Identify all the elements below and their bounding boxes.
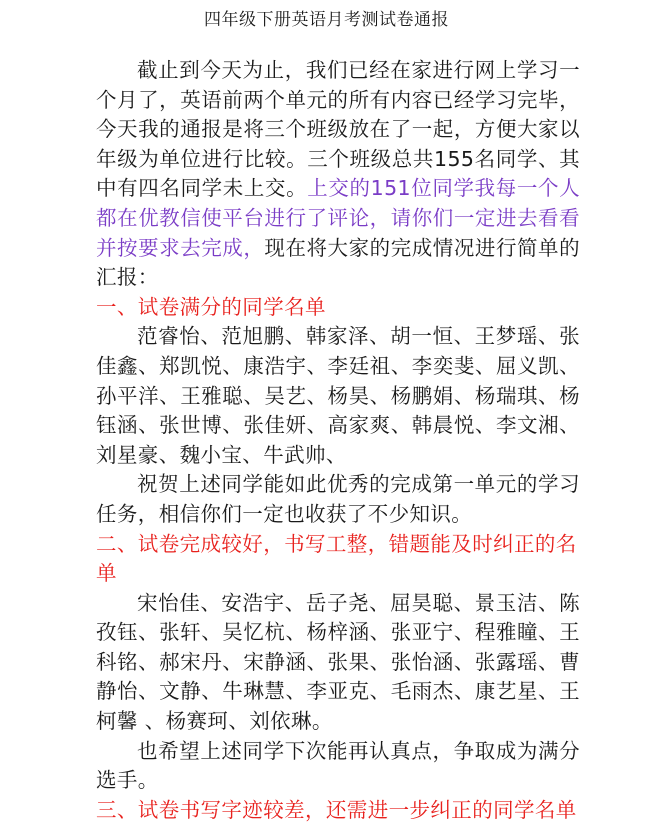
good-work-note: 也希望上述同学下次能再认真点，争取成为满分选手。 (96, 738, 580, 793)
document-body (96, 56, 580, 825)
section-heading-full-marks: 一、试卷满分的同学名单 (96, 294, 326, 319)
section-heading-good-work: 二、试卷完成较好，书写工整，错题能及时纠正的名单 (96, 531, 577, 586)
section-heading-poor-handwriting: 三、试卷书写字迹较差，还需进一步纠正的同学名单 (96, 797, 577, 822)
intro-paragraph (96, 56, 580, 293)
intro-text: 截止到今天为止，我们已经在家进行网上学习一个月了，英语前两个单元的所有内容已经学习完毕，今天我的通报是将三个班级放在了一起，方便大家以年级为单位进行比较。三个班级总共155名同学、其中有四名同学未上交。 (96, 58, 580, 201)
intro-closing-text: 现在将大家的完成情况进行简单的汇报： (96, 235, 581, 290)
document-title: 四年级下册英语月考测试卷通报 (204, 10, 449, 30)
full-marks-name-list: 范睿怡、范旭鹏、韩家泽、胡一恒、王梦瑶、张佳鑫、郑凯悦、康浩宇、李廷祖、李奕斐、屈义凯、孙平洋、王雅聪、吴艺、杨昊、杨鹏娟、杨瑞琪、杨钰涵、张世博、张佳妍、高家爽、韩晨悦、李文湘、刘星豪、魏小宝、牛武帅、 (96, 324, 580, 467)
intro-highlight-text: 上交的151位同学我每一个人都在优教信使平台进行了评论，请你们一定进去看看并按要求去完成， (96, 176, 581, 260)
full-marks-congrats-note: 祝贺上述同学能如此优秀的完成第一单元的学习任务，相信你们一定也收获了不少知识。 (96, 472, 580, 526)
good-work-name-list: 宋怡佳、安浩宇、岳子尧、屈昊聪、景玉洁、陈孜钰、张轩、吴忆杭、杨梓涵、张亚宁、程雅瞳、王科铭、郝宋丹、宋静涵、张果、张怡涵、张露瑶、曹静怡、文静、牛琳慧、李亚克、毛雨杰、康艺星、王柯馨 、杨赛珂、刘依琳。 (96, 590, 580, 734)
